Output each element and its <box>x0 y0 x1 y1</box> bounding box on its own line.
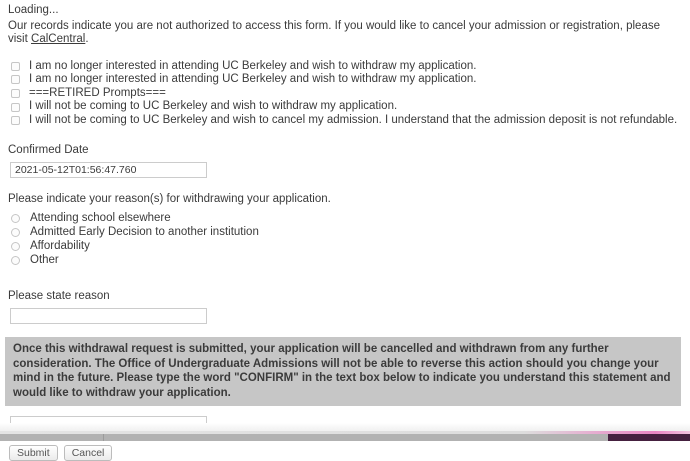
checkbox-label: I am no longer interested in attending UC Berkeley and wish to withdraw my application. <box>29 73 477 86</box>
cancel-button[interactable]: Cancel <box>64 445 113 461</box>
checkbox-label: I will not be coming to UC Berkeley and wish to cancel my admission. I understand that the admission deposit is not refundable. <box>29 113 678 126</box>
checkbox-retired-prompts[interactable] <box>11 89 20 98</box>
radio-other[interactable] <box>11 256 20 265</box>
radio-row <box>11 211 690 225</box>
loading-text: Loading... <box>8 4 59 16</box>
withdraw-checkbox-group <box>11 60 690 128</box>
stripe-divider <box>103 434 104 441</box>
reasons-heading: Please indicate your reason(s) for withdrawing your application. <box>8 192 331 205</box>
state-reason-label: Please state reason <box>8 290 110 303</box>
state-reason-input[interactable] <box>10 308 207 324</box>
checkbox-not-coming-withdraw[interactable] <box>11 103 20 112</box>
radio-row <box>11 239 690 253</box>
checkbox-not-coming-cancel[interactable] <box>11 116 20 125</box>
radio-label: Affordability <box>30 239 90 252</box>
radio-row <box>11 253 690 267</box>
radio-attending-elsewhere[interactable] <box>11 214 20 223</box>
checkbox-label: I will not be coming to UC Berkeley and wish to withdraw my application. <box>29 100 398 113</box>
confirmed-date-input[interactable] <box>10 162 207 178</box>
intro-text: Our records indicate you are not authorized to access this form. If you would like to cancel your admission or registration, please visit <box>8 19 660 45</box>
radio-early-decision[interactable] <box>11 228 20 237</box>
radio-affordability[interactable] <box>11 242 20 251</box>
checkbox-withdraw-2[interactable] <box>11 75 20 84</box>
checkbox-row <box>11 87 690 101</box>
radio-row <box>11 225 690 239</box>
checkbox-row <box>11 114 690 128</box>
state-reason-section <box>8 290 690 324</box>
withdrawal-warning-box: Once this withdrawal request is submitted, your application will be cancelled and withdrawn from any further consideration. The Office of Undergraduate Admissions will not be able to reverse this action should you change your mind in the future. Please type the word "CONFIRM" in the text box below to indicate you understand this statement and would like to withdraw your application. <box>5 337 681 406</box>
intro-paragraph <box>8 20 660 47</box>
calcentral-link[interactable]: CalCentral <box>31 33 86 45</box>
checkbox-row <box>11 60 690 74</box>
checkbox-row <box>11 73 690 87</box>
radio-label: Admitted Early Decision to another institution <box>30 225 259 238</box>
checkbox-label: ===RETIRED Prompts=== <box>29 86 166 99</box>
radio-label: Attending school elsewhere <box>30 211 171 224</box>
purple-stripe <box>608 434 690 441</box>
reasons-section <box>8 193 690 268</box>
submit-button[interactable]: Submit <box>9 445 58 461</box>
confirmed-date-label: Confirmed Date <box>8 144 89 157</box>
checkbox-label: I am no longer interested in attending UC Berkeley and wish to withdraw my application. <box>29 59 477 72</box>
intro-period: . <box>85 33 89 45</box>
checkbox-withdraw-1[interactable] <box>11 62 20 71</box>
embedded-image-bottom-edge <box>0 423 690 441</box>
checkbox-row <box>11 100 690 114</box>
reasons-radio-group <box>11 211 690 267</box>
form-actions <box>9 445 690 461</box>
bottom-fade <box>0 423 690 431</box>
radio-label: Other <box>30 253 59 266</box>
confirmed-date-section <box>8 144 690 178</box>
gray-stripe <box>0 434 690 441</box>
